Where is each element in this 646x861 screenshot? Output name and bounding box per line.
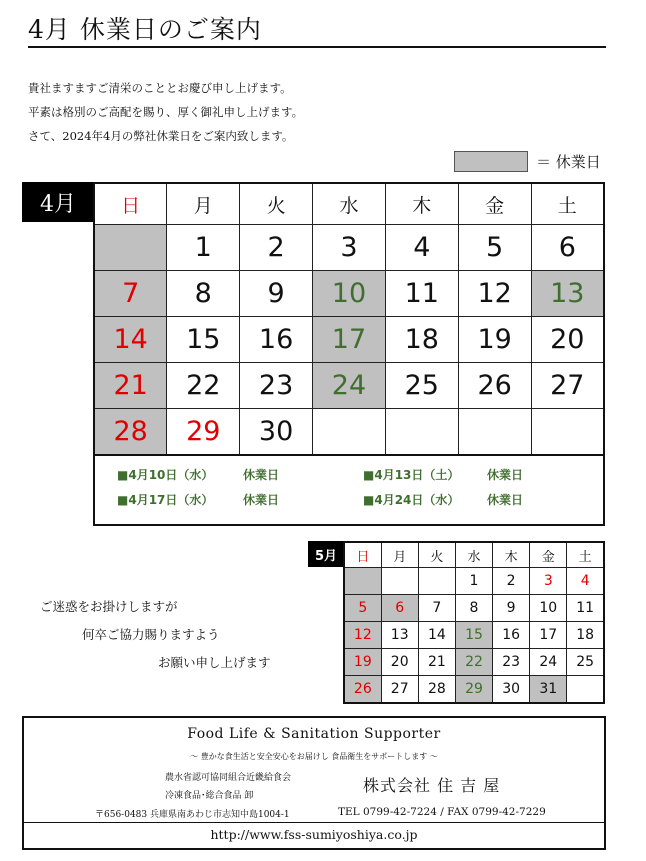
may-calendar <box>343 541 605 704</box>
may-day-cell: 22 <box>455 649 492 676</box>
weekday-fri: 金 <box>530 542 567 568</box>
april-day-cell: 4 <box>385 225 458 271</box>
footer-tagline: Food Life & Sanitation Supporter <box>187 726 441 742</box>
april-day-cell <box>385 409 458 456</box>
may-week-1 <box>344 568 604 595</box>
april-weekday-row <box>94 183 604 225</box>
april-day-cell: 21 <box>94 363 167 409</box>
april-day-cell: 18 <box>385 317 458 363</box>
may-week-5 <box>344 676 604 704</box>
note-date: ■4月24日（水） <box>363 493 460 507</box>
april-day-cell: 7 <box>94 271 167 317</box>
weekday-sun: 日 <box>94 183 167 225</box>
may-day-cell: 3 <box>530 568 567 595</box>
april-day-cell: 25 <box>385 363 458 409</box>
may-day-cell: 26 <box>344 676 381 704</box>
may-day-cell: 13 <box>381 622 418 649</box>
legend-label: ＝ 休業日 <box>536 153 601 171</box>
may-week-4 <box>344 649 604 676</box>
weekday-sun: 日 <box>344 542 381 568</box>
april-day-cell: 3 <box>313 225 386 271</box>
footer-company-name: 株式会社 住 吉 屋 <box>363 776 501 795</box>
note-label: 休業日 <box>487 468 524 482</box>
may-day-cell: 12 <box>344 622 381 649</box>
may-day-cell: 5 <box>344 595 381 622</box>
footer-business: 冷凍食品･総合食品 卸 <box>165 791 254 801</box>
may-week-2 <box>344 595 604 622</box>
may-day-cell: 18 <box>567 622 604 649</box>
april-day-cell: 20 <box>531 317 604 363</box>
may-day-cell: 11 <box>567 595 604 622</box>
april-day-cell: 23 <box>240 363 313 409</box>
footer-subtagline: ～ 豊かな食生活と安全安心をお届けし 食品衛生をサポートします ～ <box>190 752 438 761</box>
weekday-tue: 火 <box>418 542 455 568</box>
may-day-cell: 30 <box>493 676 530 704</box>
april-day-cell: 24 <box>313 363 386 409</box>
april-week-4 <box>94 363 604 409</box>
april-week-2 <box>94 271 604 317</box>
may-day-cell: 27 <box>381 676 418 704</box>
may-day-cell: 7 <box>418 595 455 622</box>
april-day-cell <box>94 225 167 271</box>
april-day-cell: 19 <box>458 317 531 363</box>
may-day-cell: 20 <box>381 649 418 676</box>
april-day-cell: 10 <box>313 271 386 317</box>
intro-line-1: 貴社ますますご清栄のこととお慶び申し上げます。 <box>28 81 292 95</box>
note-label: 休業日 <box>243 468 280 482</box>
weekday-sat: 土 <box>531 183 604 225</box>
may-day-cell: 15 <box>455 622 492 649</box>
weekday-sat: 土 <box>567 542 604 568</box>
may-day-cell: 31 <box>530 676 567 704</box>
april-day-cell: 12 <box>458 271 531 317</box>
may-week-3 <box>344 622 604 649</box>
apology-line-3: お願い申し上げます <box>158 655 271 670</box>
april-day-cell: 29 <box>167 409 240 456</box>
note-label: 休業日 <box>243 493 280 507</box>
weekday-mon: 月 <box>381 542 418 568</box>
may-day-cell: 21 <box>418 649 455 676</box>
april-week-1 <box>94 225 604 271</box>
note-date: ■4月13日（土） <box>363 468 460 482</box>
weekday-thu: 木 <box>493 542 530 568</box>
may-day-cell: 2 <box>493 568 530 595</box>
april-day-cell: 17 <box>313 317 386 363</box>
april-day-cell: 13 <box>531 271 604 317</box>
april-day-cell: 11 <box>385 271 458 317</box>
may-day-cell: 14 <box>418 622 455 649</box>
footer-address: 〒656-0483 兵庫県南あわじ市志知中島1004-1 <box>95 810 290 820</box>
april-day-cell <box>531 409 604 456</box>
weekday-thu: 木 <box>385 183 458 225</box>
april-day-cell: 8 <box>167 271 240 317</box>
may-day-cell: 28 <box>418 676 455 704</box>
april-day-cell: 26 <box>458 363 531 409</box>
may-day-cell <box>567 676 604 704</box>
footer-divider <box>22 822 606 823</box>
may-day-cell: 1 <box>455 568 492 595</box>
footer-phone-fax: TEL 0799-42-7224 / FAX 0799-42-7229 <box>338 806 546 818</box>
intro-line-3: さて、2024年4月の弊社休業日をご案内致します。 <box>28 129 294 143</box>
may-day-cell: 6 <box>381 595 418 622</box>
april-day-cell: 5 <box>458 225 531 271</box>
april-day-cell <box>458 409 531 456</box>
april-day-cell: 28 <box>94 409 167 456</box>
intro-line-2: 平素は格別のご高配を賜り、厚く御礼申し上げます。 <box>28 105 304 119</box>
holiday-notes-box <box>93 452 605 526</box>
footer-license: 農水省認可協同組合近畿給食会 <box>165 773 292 783</box>
may-day-cell: 23 <box>493 649 530 676</box>
may-day-cell <box>418 568 455 595</box>
april-week-3 <box>94 317 604 363</box>
may-day-cell: 9 <box>493 595 530 622</box>
april-day-cell: 15 <box>167 317 240 363</box>
may-month-label: 5月 <box>308 541 344 567</box>
april-day-cell: 2 <box>240 225 313 271</box>
page-title: 4月 休業日のご案内 <box>28 15 262 44</box>
weekday-wed: 水 <box>313 183 386 225</box>
weekday-wed: 水 <box>455 542 492 568</box>
april-day-cell: 1 <box>167 225 240 271</box>
may-day-cell: 8 <box>455 595 492 622</box>
apology-line-2: 何卒ご協力賜りますよう <box>82 627 220 642</box>
april-week-5 <box>94 409 604 456</box>
may-day-cell: 19 <box>344 649 381 676</box>
weekday-fri: 金 <box>458 183 531 225</box>
april-calendar <box>93 182 605 456</box>
may-day-cell: 10 <box>530 595 567 622</box>
april-day-cell <box>313 409 386 456</box>
may-day-cell: 17 <box>530 622 567 649</box>
april-day-cell: 22 <box>167 363 240 409</box>
footer-url-link[interactable]: http://www.fss-sumiyoshiya.co.jp <box>210 827 418 842</box>
weekday-tue: 火 <box>240 183 313 225</box>
note-date: ■4月17日（水） <box>117 493 214 507</box>
legend-swatch <box>454 151 528 172</box>
may-day-cell: 24 <box>530 649 567 676</box>
title-divider <box>28 46 606 48</box>
april-day-cell: 14 <box>94 317 167 363</box>
may-day-cell: 16 <box>493 622 530 649</box>
may-day-cell: 4 <box>567 568 604 595</box>
april-day-cell: 16 <box>240 317 313 363</box>
apology-line-1: ご迷惑をお掛けしますが <box>40 599 178 614</box>
april-month-label: 4月 <box>22 182 94 222</box>
may-day-cell <box>381 568 418 595</box>
note-label: 休業日 <box>487 493 524 507</box>
may-day-cell: 29 <box>455 676 492 704</box>
april-day-cell: 9 <box>240 271 313 317</box>
weekday-mon: 月 <box>167 183 240 225</box>
april-day-cell: 27 <box>531 363 604 409</box>
note-date: ■4月10日（水） <box>117 468 214 482</box>
april-day-cell: 30 <box>240 409 313 456</box>
may-day-cell <box>344 568 381 595</box>
may-weekday-row <box>344 542 604 568</box>
april-day-cell: 6 <box>531 225 604 271</box>
may-day-cell: 25 <box>567 649 604 676</box>
